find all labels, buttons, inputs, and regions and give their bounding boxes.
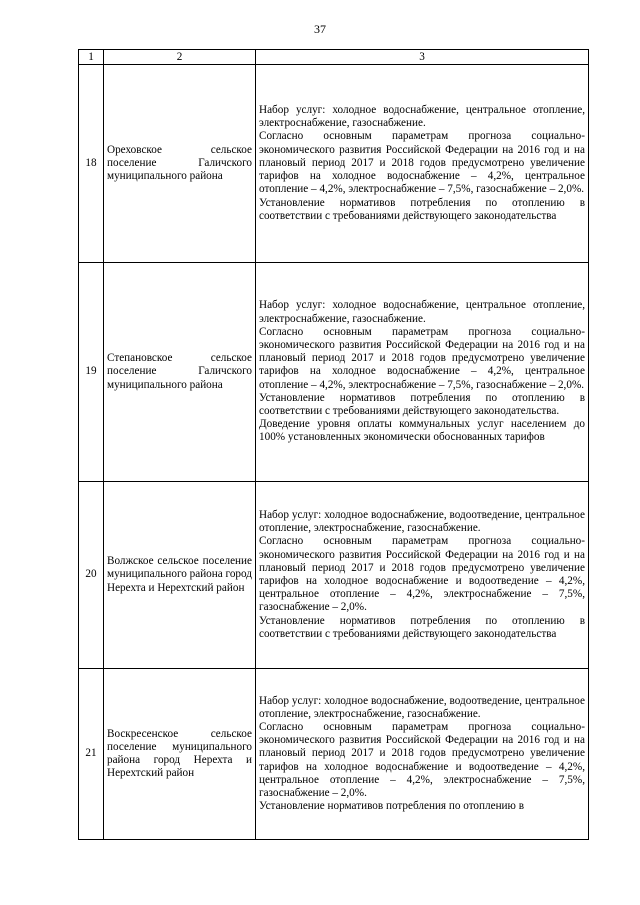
- services-paragraph: Набор услуг: холодное водоснабжение, водоотведение, центральное отопление, электроснабжение, газоснабжение.: [259, 694, 585, 720]
- settlement-name: Степановское сельское поселение Галичского муниципального района: [104, 263, 256, 482]
- forecast-paragraph: Согласно основным параметрам прогноза социально-экономического развития Российской Федерации на 2016 год и на плановый период 2017 и 2018 годов предусмотрено увеличение тарифов на холодное водоснабжение и водоотведение – 4,2%, центральное отопление – 4,2%, электроснабжение – 7,5%, газоснабжение – 2,0%.: [259, 535, 585, 614]
- norms-paragraph: Установление нормативов потребления по отоплению в: [259, 800, 524, 813]
- norms-paragraph: Установление нормативов потребления по отоплению в соответствии с требованиями действующего законодательства.: [259, 391, 585, 417]
- table-row: [79, 65, 589, 263]
- page-number: 37: [314, 22, 326, 36]
- services-paragraph: Набор услуг: холодное водоснабжение, водоотведение, центральное отопление, электроснабжение, газоснабжение.: [259, 508, 585, 535]
- norms-paragraph: Установление нормативов потребления по отоплению в соответствии с требованиями действующего законодательства: [259, 196, 585, 222]
- settlement-name: Волжское сельское поселение муниципального района город Нерехта и Нерехтский район: [104, 482, 256, 669]
- forecast-paragraph: Согласно основным параметрам прогноза социально-экономического развития Российской Федерации на 2016 год и на плановый период 2017 и 2018 годов предусмотрено увеличение тарифов на холодное водоснабжение – 4,2%, центральное отопление – 4,2%, электроснабжение – 7,5%, газоснабжение – 2,0%.: [259, 130, 585, 196]
- services-paragraph: Набор услуг: холодное водоснабжение, центральное отопление, электроснабжение, газоснабжение.: [259, 104, 585, 130]
- row-description: [256, 482, 589, 669]
- row-description: [256, 669, 589, 840]
- table-row: [79, 263, 589, 482]
- column-header-description: 3: [256, 50, 589, 65]
- table-row: [79, 669, 589, 840]
- row-number: 20: [79, 482, 104, 669]
- services-paragraph: Набор услуг: холодное водоснабжение, центральное отопление, электроснабжение, газоснабжение.: [259, 299, 585, 325]
- row-description: [256, 65, 589, 263]
- column-header-settlement: 2: [104, 50, 256, 65]
- row-number: 18: [79, 65, 104, 263]
- table-row: [79, 482, 589, 669]
- row-description: [256, 263, 589, 482]
- settlement-name: Воскресенское сельское поселение муниципального района город Нерехта и Нерехтский район: [104, 669, 256, 840]
- row-number: 21: [79, 669, 104, 840]
- norms-paragraph: Установление нормативов потребления по отоплению в соответствии с требованиями действующего законодательства: [259, 614, 585, 640]
- column-header-number: 1: [79, 50, 104, 65]
- forecast-paragraph: Согласно основным параметрам прогноза социально-экономического развития Российской Федерации на 2016 год и на плановый период 2017 и 2018 годов предусмотрено увеличение тарифов на холодное водоснабжение – 4,2%, центральное отопление – 4,2%, электроснабжение – 7,5%, газоснабжение – 2,0%.: [259, 325, 585, 391]
- forecast-paragraph: Согласно основным параметрам прогноза социально-экономического развития Российской Федерации на 2016 год и на плановый период 2017 и 2018 годов предусмотрено увеличение тарифов на холодное водоснабжение и водоотведение – 4,2%, центральное отопление – 4,2%, электроснабжение – 7,5%, газоснабжение – 2,0%.: [259, 720, 585, 799]
- table-header-row: [79, 50, 589, 65]
- settlement-name: Ореховское сельское поселение Галичского муниципального района: [104, 65, 256, 263]
- row-number: 19: [79, 263, 104, 482]
- tariff-table: [78, 49, 589, 840]
- payment-paragraph: Доведение уровня оплаты коммунальных услуг населением до 100% установленных экономически обоснованных тарифов: [259, 418, 585, 444]
